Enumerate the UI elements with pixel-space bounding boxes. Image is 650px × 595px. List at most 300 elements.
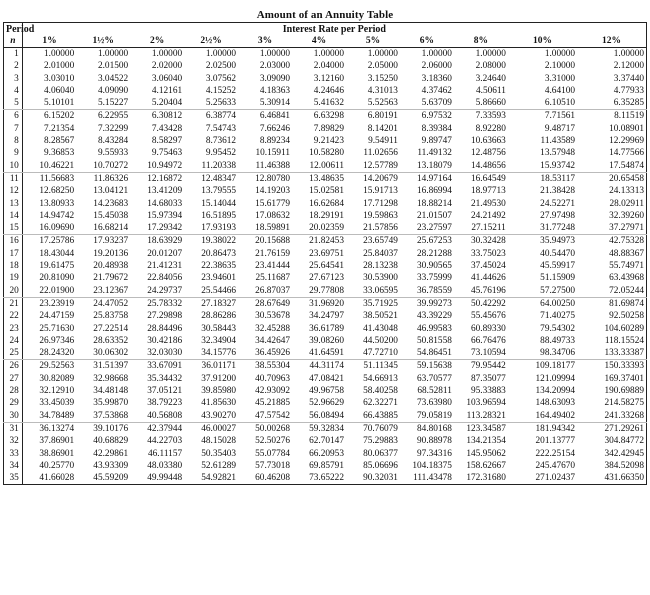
value-cell: 30.82089 (39, 373, 75, 384)
value-cell: 7.54743 (205, 123, 237, 134)
value-cell: 79.95442 (470, 361, 506, 372)
value-cell: 20.65458 (609, 173, 644, 184)
value-cell: 158.62667 (466, 460, 506, 471)
value-cell: 134.21354 (466, 436, 506, 447)
value-cell: 7.89829 (313, 123, 344, 134)
value-cell: 5.41632 (292, 97, 346, 110)
value-cell: 17.54874 (577, 160, 646, 173)
value-cell: 52.61289 (201, 460, 237, 471)
rate-col-header: 10% (508, 35, 577, 48)
value-cell: 72.05244 (577, 285, 646, 298)
value-cell: 11.20338 (184, 160, 238, 173)
table-row (4, 272, 647, 284)
value-cell: 9.21423 (313, 136, 344, 147)
value-cell: 20.02359 (292, 222, 346, 235)
value-cell: 1.00000 (613, 49, 644, 59)
value-cell: 12.80780 (255, 173, 291, 184)
value-cell: 4.50611 (475, 85, 506, 96)
table-row (4, 235, 647, 248)
value-cell: 17.93237 (93, 236, 129, 247)
value-cell: 148.63093 (535, 398, 576, 409)
value-cell: 28.86286 (201, 311, 237, 322)
value-cell: 40.70963 (255, 373, 291, 384)
value-cell: 18.29191 (309, 210, 344, 221)
value-cell: 88.49733 (540, 335, 576, 346)
value-cell: 9.48717 (544, 123, 576, 134)
value-cell: 57.73018 (255, 460, 291, 471)
value-cell: 39.99273 (417, 298, 452, 309)
value-cell: 66.20953 (309, 448, 344, 459)
value-cell: 121.09994 (535, 373, 576, 384)
value-cell: 25.83758 (93, 311, 129, 322)
value-cell: 4.18363 (259, 85, 291, 96)
value-cell: 6.22955 (97, 111, 129, 122)
value-cell: 60.89330 (470, 323, 506, 334)
value-cell: 70.76079 (363, 423, 398, 434)
value-cell: 21.57856 (346, 222, 400, 235)
value-cell: 12.68250 (39, 186, 75, 197)
value-cell: 75.29883 (363, 436, 398, 447)
value-cell: 8.39384 (421, 123, 452, 134)
value-cell: 13.18079 (400, 160, 454, 173)
period-cell: 10 (4, 160, 23, 173)
value-cell: 24.29737 (130, 285, 184, 298)
value-cell: 5.86660 (454, 97, 508, 110)
value-cell: 28.63352 (93, 335, 129, 346)
value-cell: 25.64541 (309, 261, 344, 272)
value-cell: 46.11157 (147, 448, 183, 459)
value-cell: 32.03030 (130, 347, 184, 360)
value-cell: 6.30812 (151, 111, 183, 122)
value-cell: 12.48756 (470, 148, 506, 159)
value-cell: 63.70577 (417, 373, 452, 384)
value-cell: 33.45039 (39, 398, 75, 409)
value-cell: 98.34706 (508, 347, 577, 360)
value-cell: 44.50200 (363, 335, 398, 346)
period-cell: 30 (4, 410, 23, 423)
value-cell: 36.78559 (400, 285, 454, 298)
value-cell: 44.22703 (147, 436, 183, 447)
value-cell: 28.24320 (22, 347, 76, 360)
value-cell: 13.41209 (147, 186, 183, 197)
value-cell: 4.37462 (421, 85, 452, 96)
period-cell: 29 (4, 397, 23, 409)
value-cell: 8.11519 (614, 111, 644, 122)
value-cell: 2.12000 (613, 61, 644, 72)
value-cell: 5.15227 (76, 97, 130, 110)
header-row-top (4, 23, 647, 36)
table-row (4, 373, 647, 385)
value-cell: 4.31013 (367, 85, 398, 96)
value-cell: 12.48347 (201, 173, 237, 184)
value-cell: 54.66913 (363, 373, 398, 384)
value-cell: 33.75999 (417, 273, 452, 284)
value-cell: 34.24797 (309, 311, 344, 322)
header-row-rates (4, 35, 647, 48)
value-cell: 27.18327 (201, 298, 237, 309)
value-cell: 31.96920 (309, 298, 344, 309)
value-cell: 4.15252 (205, 85, 237, 96)
value-cell: 31.51397 (93, 361, 129, 372)
value-cell: 11.43589 (540, 136, 576, 147)
value-cell: 2.02500 (205, 61, 237, 72)
table-row (4, 97, 647, 110)
value-cell: 32.39260 (609, 210, 644, 221)
value-cell: 32.45288 (255, 323, 291, 334)
value-cell: 50.00268 (255, 423, 291, 434)
value-cell: 37.53868 (76, 410, 130, 423)
value-cell: 41.64591 (292, 347, 346, 360)
value-cell: 17.93193 (184, 222, 238, 235)
value-cell: 22.84056 (147, 273, 183, 284)
value-cell: 23.69751 (309, 248, 344, 259)
value-cell: 19.59863 (363, 210, 398, 221)
value-cell: 27.97498 (540, 210, 576, 221)
value-cell: 10.63663 (470, 136, 506, 147)
value-cell: 4.09090 (97, 85, 129, 96)
value-cell: 15.02581 (309, 186, 344, 197)
table-row (4, 297, 647, 310)
value-cell: 33.75023 (470, 248, 506, 259)
value-cell: 54.92821 (184, 472, 238, 485)
value-cell: 20.15688 (255, 236, 291, 247)
value-cell: 16.09690 (22, 222, 76, 235)
rate-col-header: 1% (22, 35, 76, 48)
value-cell: 5.30914 (238, 97, 292, 110)
value-cell: 6.97532 (421, 111, 452, 122)
value-cell: 23.41444 (255, 261, 291, 272)
value-cell: 40.54470 (540, 248, 576, 259)
value-cell: 9.55933 (97, 148, 129, 159)
value-cell: 2.02000 (151, 61, 183, 72)
value-cell: 45.76196 (454, 285, 508, 298)
value-cell: 7.43428 (151, 123, 183, 134)
value-cell: 38.79223 (147, 398, 183, 409)
value-cell: 34.48148 (93, 386, 129, 397)
value-cell: 222.25154 (535, 448, 576, 459)
value-cell: 21.38428 (540, 186, 576, 197)
table-row (4, 460, 647, 472)
value-cell: 431.66350 (577, 472, 646, 485)
value-cell: 32.12910 (39, 386, 75, 397)
value-cell: 1.00000 (475, 49, 506, 59)
value-cell: 5.52563 (346, 97, 400, 110)
period-cell: 5 (4, 97, 23, 110)
value-cell: 57.27500 (508, 285, 577, 298)
value-cell: 150.33393 (604, 361, 644, 372)
value-cell: 342.42945 (604, 448, 644, 459)
period-cell: 35 (4, 472, 23, 485)
value-cell: 18.63929 (147, 236, 183, 247)
table-row (4, 385, 647, 397)
value-cell: 28.21288 (417, 248, 452, 259)
value-cell: 24.52271 (540, 198, 576, 209)
value-cell: 8.28567 (44, 136, 75, 147)
value-cell: 7.66246 (259, 123, 291, 134)
table-row (4, 397, 647, 409)
value-cell: 9.36853 (44, 148, 75, 159)
value-cell: 39.10176 (93, 423, 129, 434)
value-cell: 62.70147 (309, 436, 344, 447)
value-cell: 23.94601 (201, 273, 237, 284)
value-cell: 19.61475 (39, 261, 75, 272)
value-cell: 41.43048 (363, 323, 398, 334)
value-cell: 62.32271 (363, 398, 398, 409)
value-cell: 32.98668 (93, 373, 129, 384)
period-cell: 2 (4, 60, 23, 72)
value-cell: 27.67123 (309, 273, 344, 284)
value-cell: 43.90270 (184, 410, 238, 423)
value-cell: 30.58443 (201, 323, 237, 334)
period-cell: 27 (4, 373, 23, 385)
value-cell: 6.80191 (367, 111, 398, 122)
value-cell: 10.46221 (22, 160, 76, 173)
table-row (4, 335, 647, 347)
value-cell: 1.00000 (313, 49, 344, 59)
value-cell: 5.20404 (130, 97, 184, 110)
value-cell: 28.84496 (147, 323, 183, 334)
value-cell: 49.99448 (130, 472, 184, 485)
period-cell: 26 (4, 360, 23, 373)
period-cell: 18 (4, 260, 23, 272)
value-cell: 190.69889 (604, 386, 644, 397)
value-cell: 21.01507 (417, 210, 452, 221)
period-cell: 9 (4, 147, 23, 159)
table-row (4, 422, 647, 435)
value-cell: 145.95062 (466, 448, 506, 459)
value-cell: 90.88978 (417, 436, 452, 447)
period-cell: 4 (4, 85, 23, 97)
value-cell: 48.15028 (201, 436, 237, 447)
period-cell: 15 (4, 222, 23, 235)
value-cell: 15.45038 (93, 210, 129, 221)
value-cell: 21.49530 (470, 198, 506, 209)
value-cell: 3.06040 (151, 73, 183, 84)
value-cell: 1.00000 (44, 49, 75, 59)
value-cell: 17.08632 (255, 210, 291, 221)
value-cell: 172.31680 (454, 472, 508, 485)
value-cell: 13.80933 (39, 198, 75, 209)
value-cell: 10.70272 (76, 160, 130, 173)
value-cell: 2.04000 (313, 61, 344, 72)
value-cell: 8.58297 (151, 136, 183, 147)
value-cell: 164.49402 (508, 410, 577, 423)
table-title: Amount of an Annuity Table (256, 9, 394, 21)
table-row (4, 285, 647, 298)
value-cell: 4.06040 (44, 85, 75, 96)
value-cell: 19.38022 (201, 236, 237, 247)
table-row (4, 185, 647, 197)
value-cell: 32.34904 (201, 335, 237, 346)
value-cell: 47.57542 (238, 410, 292, 423)
value-cell: 111.43478 (400, 472, 454, 485)
value-cell: 79.54302 (540, 323, 576, 334)
value-cell: 47.08421 (309, 373, 344, 384)
value-cell: 26.87037 (238, 285, 292, 298)
value-cell: 245.47670 (535, 460, 576, 471)
value-cell: 24.13313 (609, 186, 644, 197)
value-cell: 79.05819 (400, 410, 454, 423)
value-cell: 6.38774 (205, 111, 237, 122)
value-cell: 23.27597 (400, 222, 454, 235)
value-cell: 11.86326 (93, 173, 129, 184)
value-cell: 18.43044 (39, 248, 75, 259)
value-cell: 66.43885 (346, 410, 400, 423)
value-cell: 95.33883 (470, 386, 506, 397)
period-cell: 33 (4, 448, 23, 460)
value-cell: 38.86901 (39, 448, 75, 459)
value-cell: 23.12367 (76, 285, 130, 298)
value-cell: 1.00000 (421, 49, 452, 59)
rate-col-header: 3% (238, 35, 292, 48)
value-cell: 11.56683 (39, 173, 75, 184)
value-cell: 46.99583 (417, 323, 452, 334)
rate-col-header: 5% (346, 35, 400, 48)
value-cell: 38.55304 (255, 361, 291, 372)
value-cell: 4.12161 (151, 85, 183, 96)
value-cell: 2.03000 (259, 61, 291, 72)
value-cell: 10.15911 (255, 148, 291, 159)
value-cell: 52.96629 (309, 398, 344, 409)
table-row (4, 323, 647, 335)
value-cell: 50.42292 (470, 298, 506, 309)
value-cell: 304.84772 (604, 436, 644, 447)
value-cell: 14.20679 (363, 173, 398, 184)
period-cell: 6 (4, 110, 23, 123)
value-cell: 42.37944 (147, 423, 183, 434)
value-cell: 3.15250 (367, 73, 398, 84)
value-cell: 9.54911 (368, 136, 398, 147)
value-cell: 22.38635 (201, 261, 237, 272)
period-cell: 12 (4, 185, 23, 197)
rate-col-header: 1½% (76, 35, 130, 48)
period-cell: 1 (4, 48, 23, 61)
value-cell: 13.79555 (201, 186, 237, 197)
table-row (4, 160, 647, 173)
value-cell: 66.76476 (470, 335, 506, 346)
value-cell: 39.08260 (309, 335, 344, 346)
value-cell: 34.78489 (22, 410, 76, 423)
value-cell: 14.68033 (147, 198, 183, 209)
table-row (4, 60, 647, 72)
period-cell: 8 (4, 135, 23, 147)
table-row (4, 123, 647, 135)
value-cell: 4.64100 (544, 85, 576, 96)
value-cell: 7.21354 (44, 123, 75, 134)
value-cell: 16.86994 (417, 186, 452, 197)
value-cell: 36.01171 (201, 361, 237, 372)
value-cell: 48.03380 (147, 460, 183, 471)
value-cell: 2.10000 (544, 61, 576, 72)
value-cell: 84.80168 (417, 423, 452, 434)
value-cell: 30.53678 (255, 311, 291, 322)
value-cell: 7.71561 (544, 111, 576, 122)
value-cell: 37.86901 (39, 436, 75, 447)
value-cell: 81.69874 (609, 298, 644, 309)
value-cell: 3.37440 (613, 73, 644, 84)
value-cell: 55.07784 (255, 448, 291, 459)
annuity-table-page (3, 8, 647, 485)
value-cell: 29.77808 (292, 285, 346, 298)
value-cell: 24.21492 (470, 210, 506, 221)
value-cell: 25.54466 (184, 285, 238, 298)
value-cell: 35.94973 (540, 236, 576, 247)
value-cell: 29.52563 (39, 361, 75, 372)
value-cell: 73.65222 (292, 472, 346, 485)
value-cell: 55.74971 (609, 261, 644, 272)
value-cell: 16.64549 (470, 173, 506, 184)
value-cell: 27.15211 (454, 222, 508, 235)
value-cell: 10.58280 (309, 148, 344, 159)
value-cell: 35.34432 (147, 373, 183, 384)
table-row (4, 222, 647, 235)
table-row (4, 472, 647, 485)
value-cell: 16.68214 (76, 222, 130, 235)
table-row (4, 448, 647, 460)
value-cell: 30.90565 (417, 261, 452, 272)
value-cell: 1.00000 (259, 49, 291, 59)
value-cell: 24.47052 (93, 298, 129, 309)
value-cell: 25.71630 (39, 323, 75, 334)
value-cell: 47.72710 (346, 347, 400, 360)
value-cell: 12.29969 (609, 136, 644, 147)
value-cell: 7.33593 (475, 111, 506, 122)
value-cell: 46.00027 (201, 423, 237, 434)
value-cell: 201.13777 (535, 436, 576, 447)
value-cell: 6.63298 (313, 111, 344, 122)
value-cell: 5.10101 (22, 97, 76, 110)
value-cell: 45.59209 (76, 472, 130, 485)
rate-col-header: 2½% (184, 35, 238, 48)
value-cell: 52.50276 (255, 436, 291, 447)
table-row (4, 48, 647, 61)
value-cell: 1.00000 (544, 49, 576, 59)
value-cell: 4.77933 (613, 85, 644, 96)
value-cell: 6.15202 (44, 111, 75, 122)
value-cell: 16.62684 (309, 198, 344, 209)
value-cell: 49.96758 (309, 386, 344, 397)
period-cell: 7 (4, 123, 23, 135)
value-cell: 134.20994 (535, 386, 576, 397)
value-cell: 3.31000 (544, 73, 576, 84)
value-cell: 68.52811 (417, 386, 452, 397)
value-cell: 133.33387 (577, 347, 646, 360)
value-cell: 33.06595 (346, 285, 400, 298)
value-cell: 1.00000 (205, 49, 237, 59)
table-row (4, 198, 647, 210)
value-cell: 14.19203 (255, 186, 291, 197)
value-cell: 3.24640 (475, 73, 506, 84)
value-cell: 12.16872 (147, 173, 183, 184)
period-cell: 23 (4, 323, 23, 335)
value-cell: 118.15524 (604, 335, 644, 346)
value-cell: 13.04121 (93, 186, 129, 197)
value-cell: 15.93742 (508, 160, 577, 173)
value-cell: 9.75463 (151, 148, 183, 159)
value-cell: 3.09090 (259, 73, 291, 84)
value-cell: 27.22514 (93, 323, 129, 334)
period-cell: 13 (4, 198, 23, 210)
rate-col-header: 8% (454, 35, 508, 48)
period-cell: 24 (4, 335, 23, 347)
value-cell: 214.58275 (604, 398, 644, 409)
value-cell: 51.15909 (540, 273, 576, 284)
value-cell: 6.35285 (577, 97, 646, 110)
value-cell: 3.18360 (421, 73, 452, 84)
value-cell: 8.43284 (97, 136, 129, 147)
value-cell: 37.45024 (470, 261, 506, 272)
rate-col-header: 6% (400, 35, 454, 48)
